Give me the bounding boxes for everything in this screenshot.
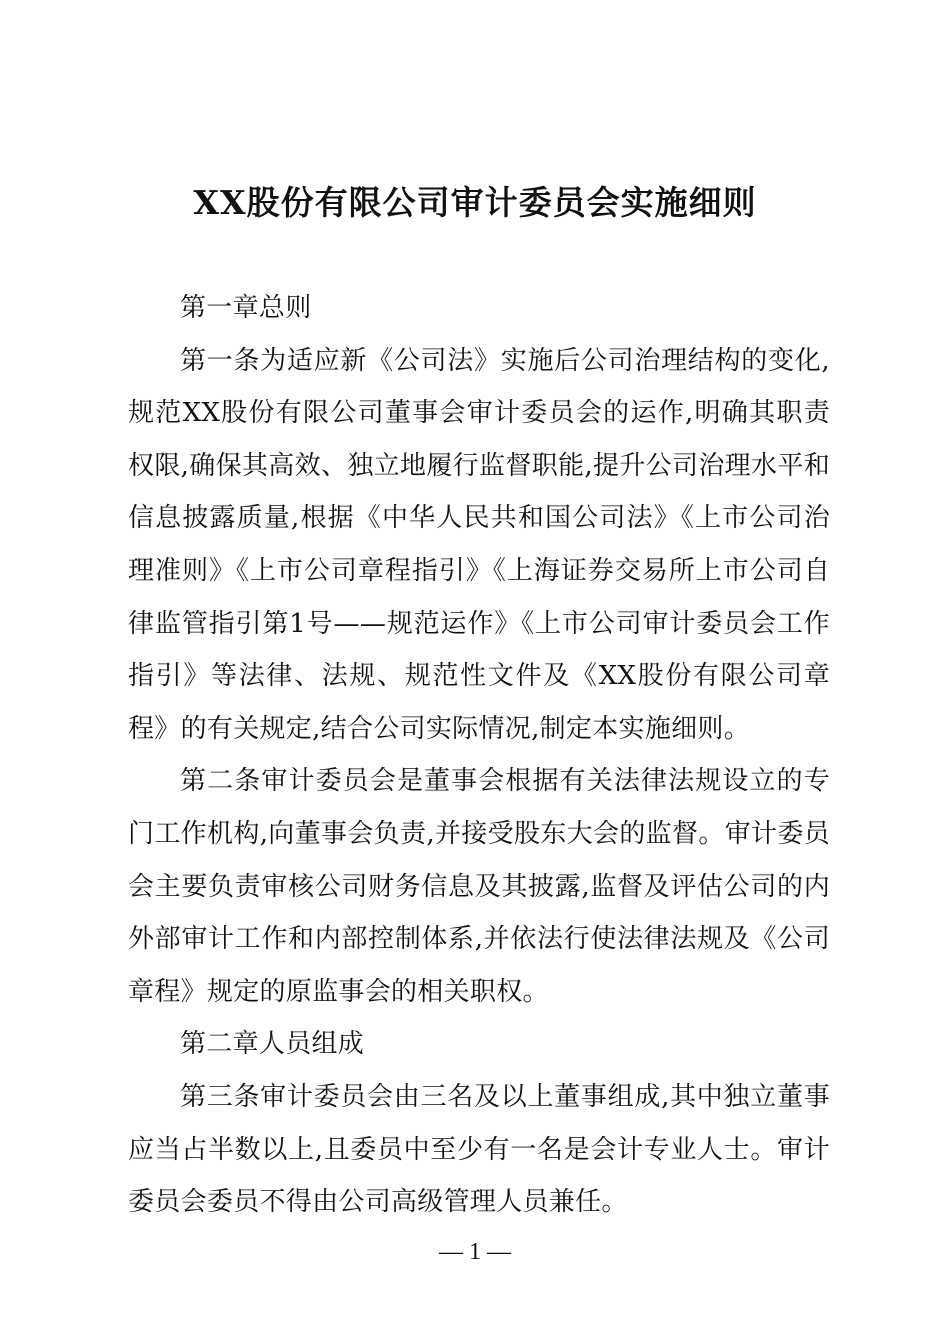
chapter-heading-2: 第二章人员组成 bbox=[180, 1029, 365, 1060]
document-body bbox=[128, 282, 830, 1229]
page-number: — 1 — bbox=[439, 1239, 511, 1265]
chapter-heading-1: 第一章总则 bbox=[180, 293, 312, 323]
article-2-paragraph: 第二条审计委员会是董事会根据有关法律法规设立的专门工作机构,向董事会负责,并接受股东大会的监督。审计委员会主要负责审核公司财务信息及其披露,监督及评估公司的内外部审计工作和内部控制体系,并依法行使法律法规及《公司章程》规定的原监事会的相关职权。 bbox=[128, 766, 830, 1007]
article-3-paragraph: 第三条审计委员会由三名及以上董事组成,其中独立董事应当占半数以上,且委员中至少有一名是会计专业人士。审计委员会委员不得由公司高级管理人员兼任。 bbox=[128, 1081, 830, 1218]
article-1-paragraph: 第一条为适应新《公司法》实施后公司治理结构的变化,规范XX股份有限公司董事会审计委员会的运作,明确其职责权限,确保其高效、独立地履行监督职能,提升公司治理水平和信息披露质量,根据《中华人民共和国公司法》《上市公司治理准则》《上市公司章程指引》《上海证券交易所上市公司自律监管指引第1号——规范运作》《上市公司审计委员会工作指引》等法律、法规、规范性文件及《XX股份有限公司章程》的有关规定,结合公司实际情况,制定本实施细则。 bbox=[128, 345, 830, 744]
document-title: XX股份有限公司审计委员会实施细则 bbox=[193, 183, 757, 222]
